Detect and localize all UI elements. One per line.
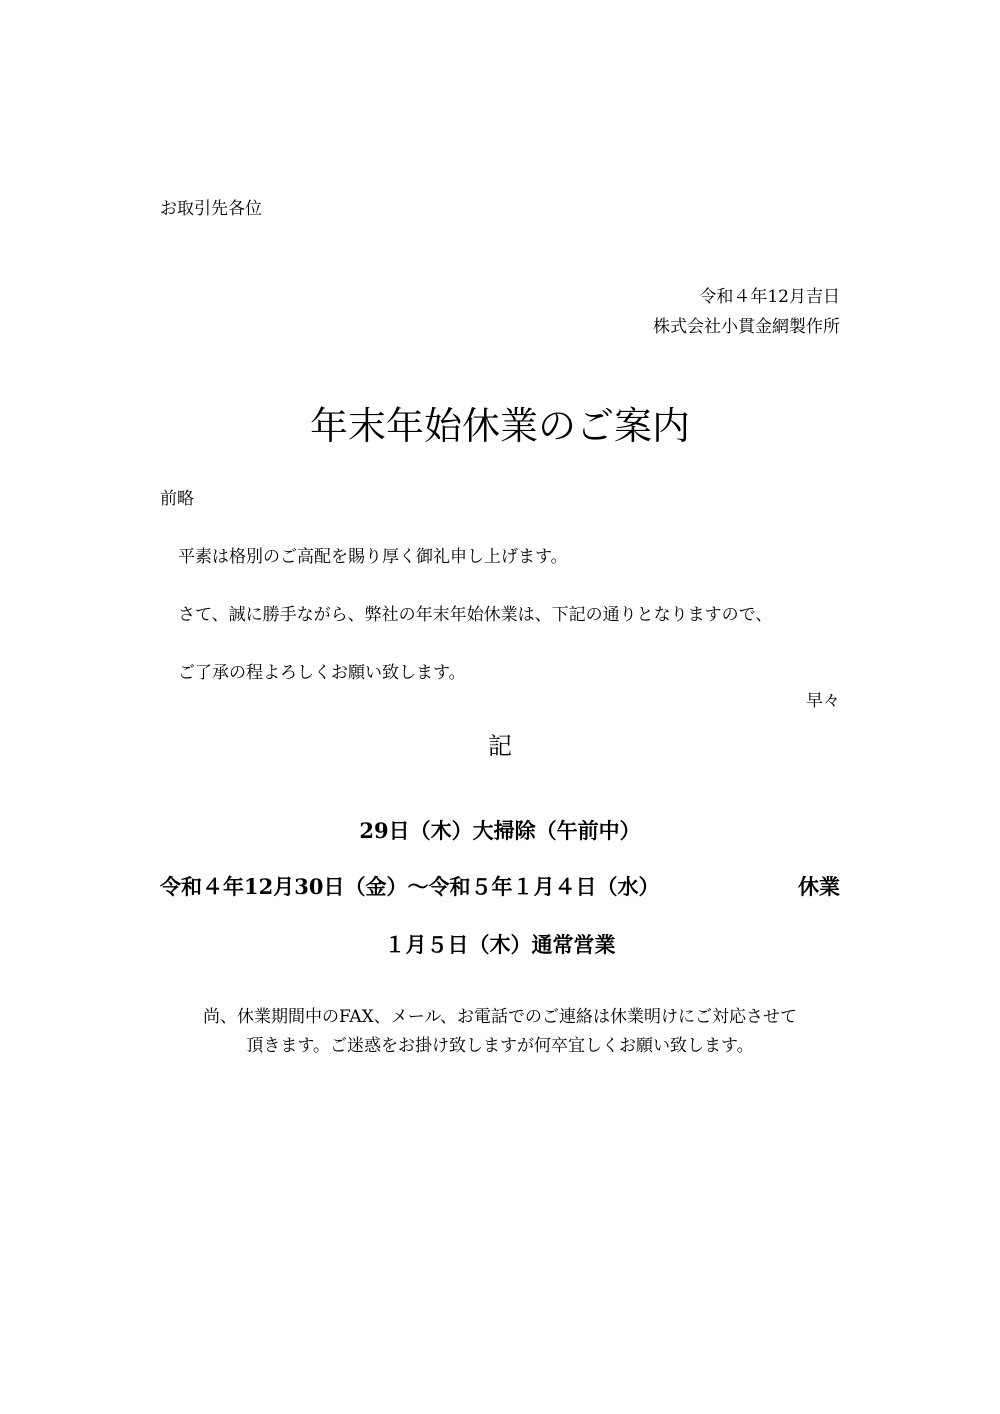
issue-date: 令和４年12月吉日 — [699, 287, 840, 307]
ki-heading: 記 — [488, 732, 512, 760]
schedule-item-resume: １月５日（木）通常営業 — [384, 932, 616, 957]
body-paragraph-line: 平素は格別のご高配を賜り厚く御礼申し上げます。 — [178, 547, 568, 567]
body-paragraph-line: さて、誠に勝手ながら、弊社の年末年始休業は、下記の通りとなりますので、 — [178, 605, 773, 625]
company-name: 株式会社小貫金網製作所 — [653, 317, 840, 337]
body-paragraph-line: ご了承の程よろしくお願い致します。 — [178, 663, 466, 683]
schedule-item-holiday-status: 休業 — [798, 874, 840, 899]
note-line: 頂きます。ご迷惑をお掛け致しますが何卒宜しくお願い致します。 — [246, 1036, 754, 1056]
note-line: 尚、休業期間中のFAX、メール、お電話でのご連絡は休業明けにご対応させて — [203, 1007, 797, 1027]
opening-greeting: 前略 — [160, 489, 194, 509]
document-title: 年末年始休業のご案内 — [309, 404, 690, 448]
recipient-line: お取引先各位 — [160, 199, 262, 219]
schedule-item-cleaning: 29日（木）大掃除（午前中） — [359, 818, 641, 843]
closing-phrase: 早々 — [806, 691, 840, 711]
schedule-item-holiday-period: 令和４年12月30日（金）～令和５年１月４日（水） — [160, 874, 660, 899]
